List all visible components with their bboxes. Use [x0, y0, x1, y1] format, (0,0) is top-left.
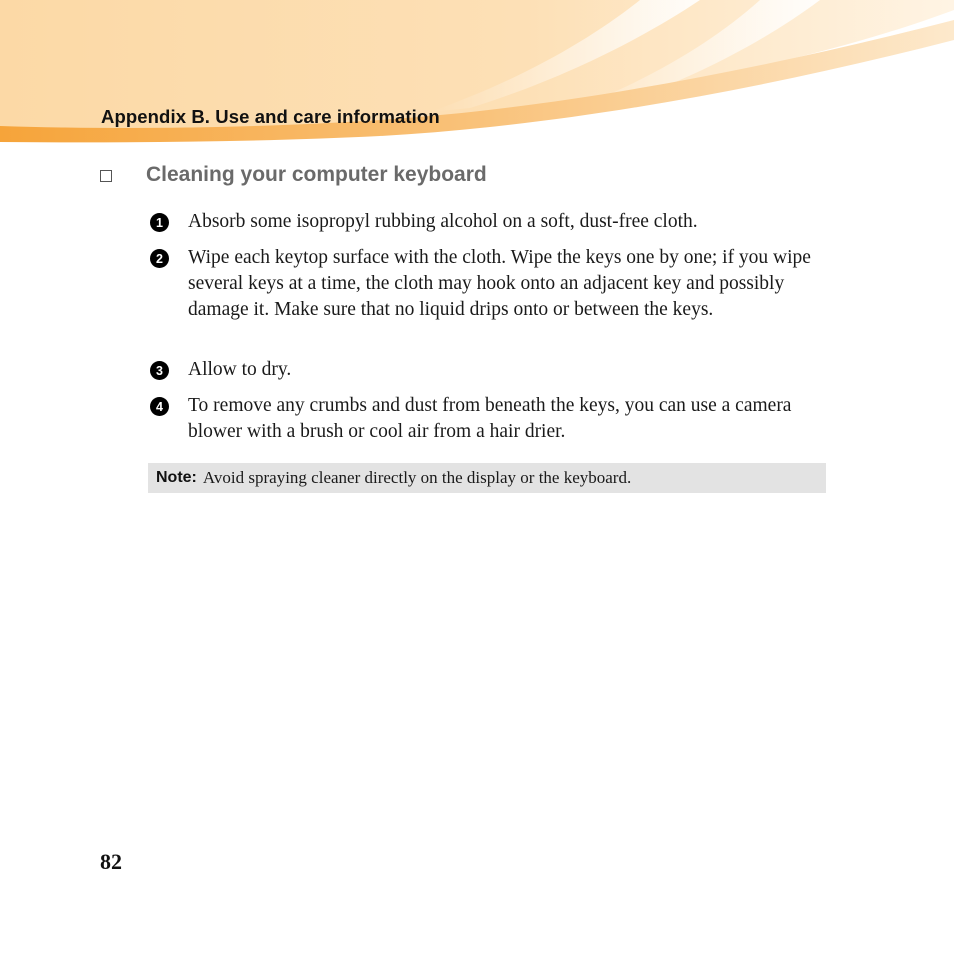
step-item: [150, 357, 828, 383]
page-number: 82: [100, 849, 122, 874]
step-text: To remove any crumbs and dust from beneath the keys, you can use a camera blower with a brush or cool air from a hair drier.: [188, 395, 792, 442]
step-text: Allow to dry.: [188, 359, 292, 380]
step-number-badge: 3: [150, 361, 169, 380]
step-item: [150, 245, 828, 323]
note-box: [148, 463, 826, 493]
section-heading: [100, 163, 487, 187]
step-item: [150, 393, 828, 445]
step-item: [150, 209, 828, 235]
note-label: Note:: [156, 469, 197, 486]
step-number-badge: 4: [150, 397, 169, 416]
section-title: Cleaning your computer keyboard: [146, 163, 487, 186]
bullet-square-icon: [100, 170, 112, 182]
step-number-badge: 1: [150, 213, 169, 232]
step-text: Wipe each keytop surface with the cloth. Wipe the keys one by one; if you wipe several keys at a time, the cloth may hook onto an adjacent key and possibly damage it. Make sure that no liquid drips onto or between the keys.: [188, 247, 811, 320]
note-text: Avoid spraying cleaner directly on the display or the keyboard.: [202, 468, 632, 487]
step-number-badge: 2: [150, 249, 169, 268]
step-text: Absorb some isopropyl rubbing alcohol on a soft, dust-free cloth.: [188, 211, 698, 232]
header-title: Appendix B. Use and care information: [101, 106, 440, 127]
